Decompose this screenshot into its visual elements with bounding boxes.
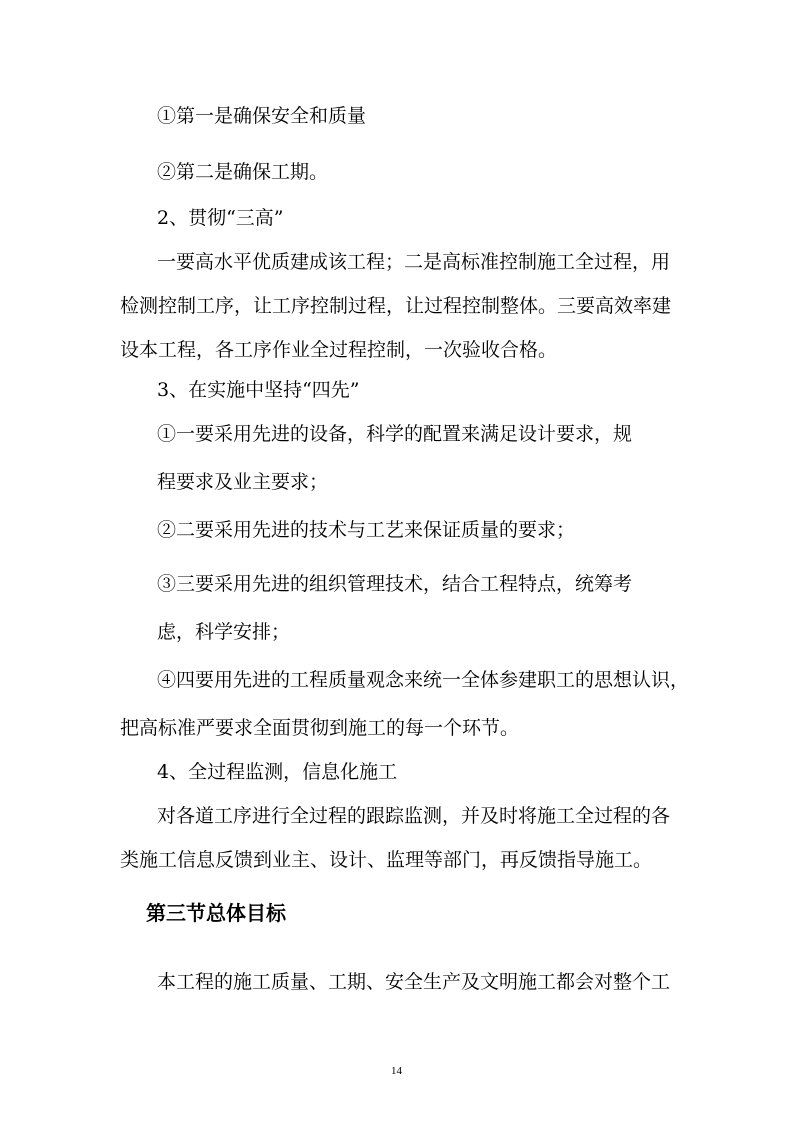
- text-line: 设本工程，各工序作业全过程控制，一次验收合格。: [120, 339, 558, 361]
- text-line: 把高标准严要求全面贯彻到施工的每一个环节。: [120, 717, 520, 739]
- text-line: 4、全过程监测，信息化施工: [157, 761, 398, 783]
- text-line: 程要求及业主要求；: [157, 471, 329, 493]
- text-line: ②二要采用先进的技术与工艺来保证质量的要求；: [157, 519, 576, 541]
- text-line: 2、贯彻“三高”: [157, 207, 284, 229]
- text-line: ④四要用先进的工程质量观念来统一全体参建职工的思想认识，: [157, 669, 690, 691]
- text-line: 检测控制工序，让工序控制过程，让过程控制整体。三要高效率建: [120, 295, 672, 317]
- text-line: 类施工信息反馈到业主、设计、监理等部门，再反馈指导施工。: [120, 849, 653, 871]
- text-line: 一要高水平优质建成该工程；二是高标准控制施工全过程，用: [157, 251, 671, 273]
- text-line: ①一要采用先进的设备，科学的配置来满足设计要求，规: [157, 423, 633, 445]
- text-line: 对各道工序进行全过程的跟踪监测，并及时将施工全过程的各: [157, 805, 671, 827]
- text-line: 虑，科学安排；: [157, 621, 291, 643]
- section-heading: 第三节总体目标: [146, 901, 286, 925]
- page-number: 14: [391, 1065, 402, 1077]
- text-line: 本工程的施工质量、工期、安全生产及文明施工都会对整个工: [157, 971, 671, 993]
- text-line: ②第二是确保工期。: [157, 161, 329, 183]
- text-line: ①第一是确保安全和质量: [157, 105, 367, 127]
- text-line: ③三要采用先进的组织管理技术，结合工程特点，统筹考: [157, 573, 633, 595]
- text-line: 3、在实施中坚持“四先”: [157, 379, 360, 401]
